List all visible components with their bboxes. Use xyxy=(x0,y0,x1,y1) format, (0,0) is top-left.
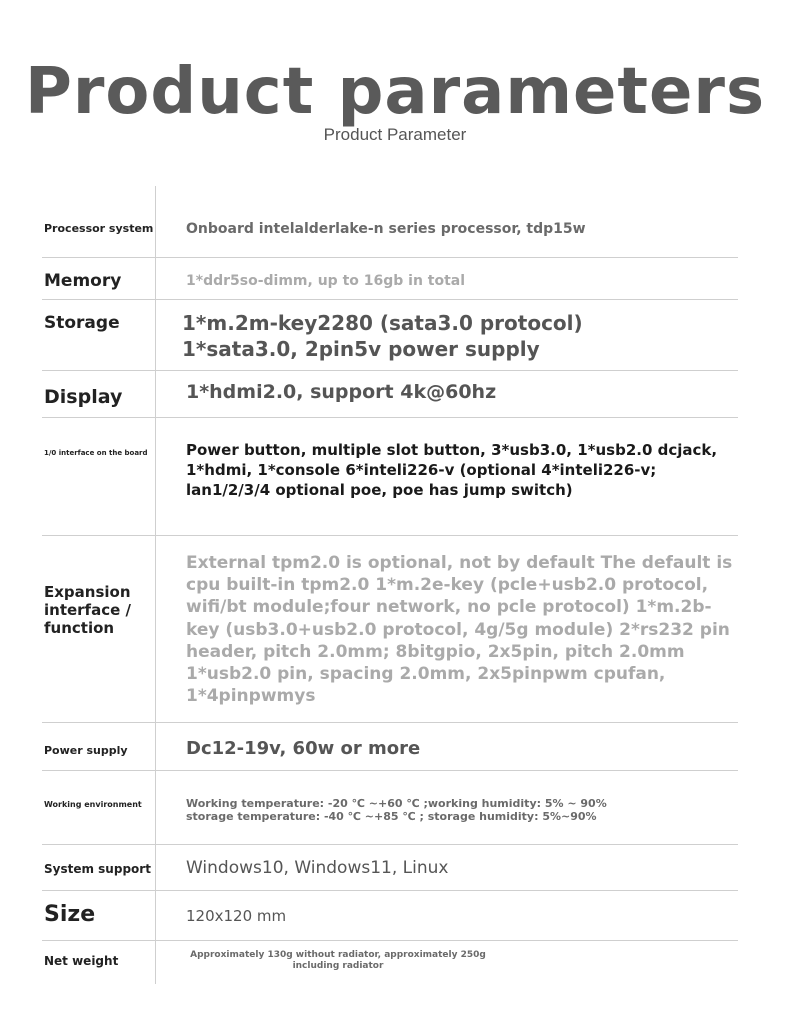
spec-row-memory xyxy=(42,258,738,300)
spec-label: Net weight xyxy=(44,954,119,968)
spec-value-line2: 1*sata3.0, 2pin5v power supply xyxy=(182,337,540,361)
spec-value: 1*m.2m-key2280 (sata3.0 protocol) xyxy=(182,311,583,335)
spec-row-net-weight xyxy=(42,941,738,984)
page-title: Product parameters xyxy=(24,55,766,129)
spec-value-line2: including radiator xyxy=(292,961,384,971)
spec-value: External tpm2.0 is optional, not by default The default is cpu built-in tpm2.0 1*m.2e-key (pcle+usb2.0 protocol, wifi/bt module;four network, no pcle protocol) 1*m.2b-key (usb3.0+usb2.0 protocol, 4g/5g module) 2*rs232 pin header, pitch 2.0mm; 8bitgpio, 2x5pin, pitch 2.0mm 1*usb2.0 pin, spacing 2.0mm, 2x5pinpwm cpufan, 1*4pinpwmys xyxy=(186,553,733,707)
spec-label: Power supply xyxy=(44,744,128,757)
spec-value: 120x120 mm xyxy=(186,907,287,925)
spec-row-expansion xyxy=(42,536,738,723)
spec-label: 1/0 interface on the board xyxy=(44,449,148,457)
spec-value: Dc12-19v, 60w or more xyxy=(186,738,421,759)
spec-label: Expansion interface / function xyxy=(44,583,131,637)
spec-label: System support xyxy=(44,862,151,876)
spec-value: Onboard intelalderlake-n series processor, tdp15w xyxy=(186,221,586,237)
spec-label: Display xyxy=(44,386,123,408)
spec-row-environment xyxy=(42,771,738,845)
spec-row-storage xyxy=(42,300,738,371)
spec-value: Power button, multiple slot button, 3*usb3.0, 1*usb2.0 dcjack, 1*hdmi, 1*console 6*inteli226-v (optional 4*inteli226-v; lan1/2/3/4 optional poe, poe has jump switch) xyxy=(186,441,718,499)
spec-row-processor xyxy=(42,186,738,258)
spec-row-os-support xyxy=(42,845,738,891)
spec-label: Working environment xyxy=(44,800,142,809)
spec-row-power xyxy=(42,723,738,771)
spec-value: 1*ddr5so-dimm, up to 16gb in total xyxy=(186,273,466,289)
spec-value: Approximately 130g without radiator, approximately 250g xyxy=(190,950,486,960)
page-subtitle: Product Parameter xyxy=(323,125,467,144)
spec-row-display xyxy=(42,371,738,418)
spec-row-io-interface xyxy=(42,418,738,536)
spec-label: Size xyxy=(44,902,96,927)
spec-label: Storage xyxy=(44,313,120,333)
spec-value: 1*hdmi2.0, support 4k@60hz xyxy=(186,381,497,403)
spec-value: Windows10, Windows11, Linux xyxy=(186,858,449,878)
spec-row-size xyxy=(42,891,738,941)
spec-label: Processor system xyxy=(44,222,154,235)
spec-label: Memory xyxy=(44,271,122,291)
spec-value-line2: storage temperature: -40 ℃ ~+85 ℃ ; storage humidity: 5%~90% xyxy=(186,810,597,823)
spec-value: Working temperature: -20 ℃ ~+60 ℃ ;working humidity: 5% ~ 90% xyxy=(186,797,607,810)
